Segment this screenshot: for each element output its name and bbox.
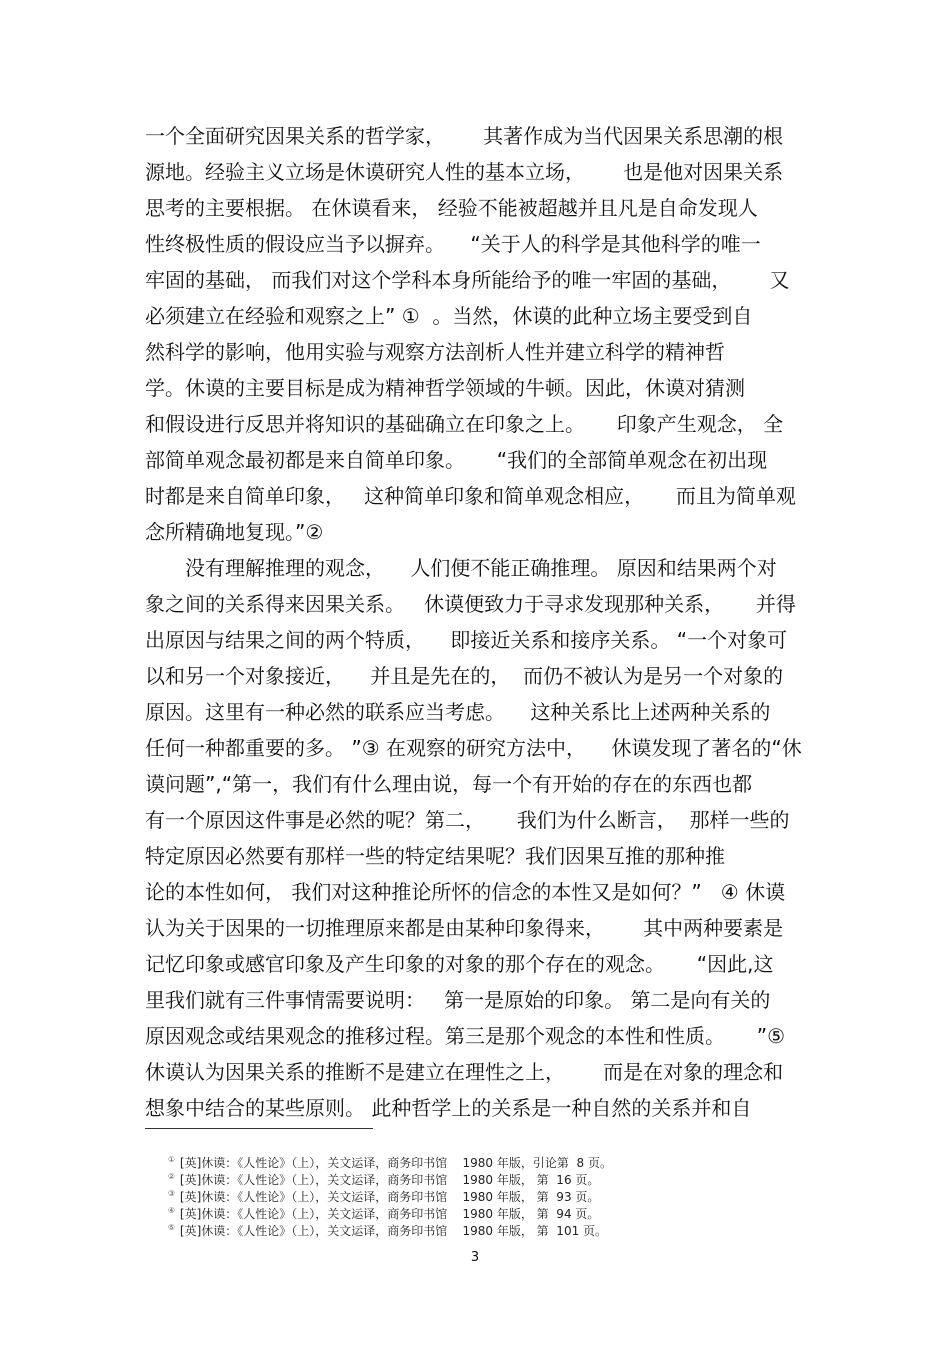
text-line: 以和另一个对象接近， 并且是先在的， 而仍不被认为是另一个对象的 [145,664,784,688]
text-line: 时都是来自简单印象， 这种简单印象和简单观念相应， 而且为简单观 [145,484,796,508]
text-line: 里我们就有三件事情需要说明： 第一是原始的印象。 第二是向有关的 [145,988,771,1012]
footnote-mark: ① [167,1155,176,1164]
text-line: 特定原因必然要有那样一些的特定结果呢？我们因果互推的那种推 [145,844,725,868]
text-line: 必须建立在经验和观察之上” ① 。当然，休谟的此种立场主要受到自 [145,304,753,328]
text-line: 记忆印象或感官印象及产生印象的对象的那个存在的观念。 “因此,这 [145,952,774,976]
footnote-text: [英]休谟：《人性论》（上），关文运译，商务印书馆 1980 年版， 第 101 页。 [179,1224,608,1238]
footnote-mark: ② [167,1172,176,1181]
text-line: 谟问题”,“第一，我们有什么理由说，每一个有开始的存在的东西也都 [145,772,753,796]
footnote-mark: ⑤ [167,1223,176,1232]
text-line: 牢固的基础， 而我们对这个学科本身所能给予的唯一牢固的基础， 又 [145,268,790,292]
text-line: 一个全面研究因果关系的哲学家， 其著作成为当代因果关系思潮的根 [145,124,784,148]
text-line: 思考的主要根据。 在休谟看来， 经验不能被超越并且凡是自命发现人 [145,196,758,220]
text-line: 出原因与结果之间的两个特质， 即接近关系和接序关系。 “一个对象可 [145,628,788,652]
text-line: 原因。这里有一种必然的联系应当考虑。 这种关系比上述两种关系的 [145,700,771,724]
footnote-text: [英]休谟：《人性论》（上），关文运译，商务印书馆 1980 年版， 第 93 页。 [179,1190,600,1204]
text-line: 源地。经验主义立场是休谟研究人性的基本立场， 也是他对因果关系 [145,160,784,184]
text-line: 想象中结合的某些原则。 此种哲学上的关系是一种自然的关系并和自 [145,1096,752,1120]
text-line: 性终极性质的假设应当予以摒弃。 “关于人的科学是其他科学的唯一 [145,232,761,256]
text-line: 然科学的影响，他用实验与观察方法剖析人性并建立科学的精神哲 [145,340,725,364]
footnote-text: [英]休谟：《人性论》（上），关文运译，商务印书馆 1980 年版， 第 16 页。 [179,1173,600,1187]
text-line: 象之间的关系得来因果关系。 休谟便致力于寻求发现那种关系， 并得 [145,592,796,616]
footnote [145,1138,795,1170]
text-line: 和假设进行反思并将知识的基础确立在印象之上。 印象产生观念， 全 [145,412,784,436]
footnote-divider [145,1128,373,1129]
footnotes [145,1138,795,1238]
text-line: 论的本性如何， 我们对这种推论所怀的信念的本性又是如何？” ④ 休谟 [145,880,786,904]
text-line: 有一个原因这件事是必然的呢？第二， 我们为什么断言， 那样一些的 [145,808,790,832]
footnote-text: [英]休谟：《人性论》（上），关文运译，商务印书馆 1980 年版，引论第 8 页。 [179,1156,612,1170]
text-line: 任何一种都重要的多。 ”③ 在观察的研究方法中， 休谟发现了著名的“休 [145,736,802,760]
text-line: 休谟认为因果关系的推断不是建立在理性之上， 而是在对象的理念和 [145,1060,784,1084]
text-line: 原因观念或结果观念的推移过程。第三是那个观念的本性和性质。 ”⑤ [145,1024,786,1048]
text-line: 部简单观念最初都是来自简单印象。 “我们的全部简单观念在初出现 [145,448,768,472]
text-line: 认为关于因果的一切推理原来都是由某种印象得来， 其中两种要素是 [145,916,784,940]
footnote-mark: ④ [167,1206,176,1215]
page-number: 3 [470,1250,480,1265]
footnote-text: [英]休谟：《人性论》（上），关文运译，商务印书馆 1980 年版， 第 94 页。 [179,1207,600,1221]
footnote-mark: ③ [167,1189,176,1198]
text-line: 念所精确地复现。”② [145,520,324,544]
text-line: 没有理解推理的观念， 人们便不能正确推理。 原因和结果两个对 [185,556,777,580]
body-text [145,118,810,1126]
text-line: 学。休谟的主要目标是成为精神哲学领域的牛顿。因此，休谟对猜测 [145,376,745,400]
